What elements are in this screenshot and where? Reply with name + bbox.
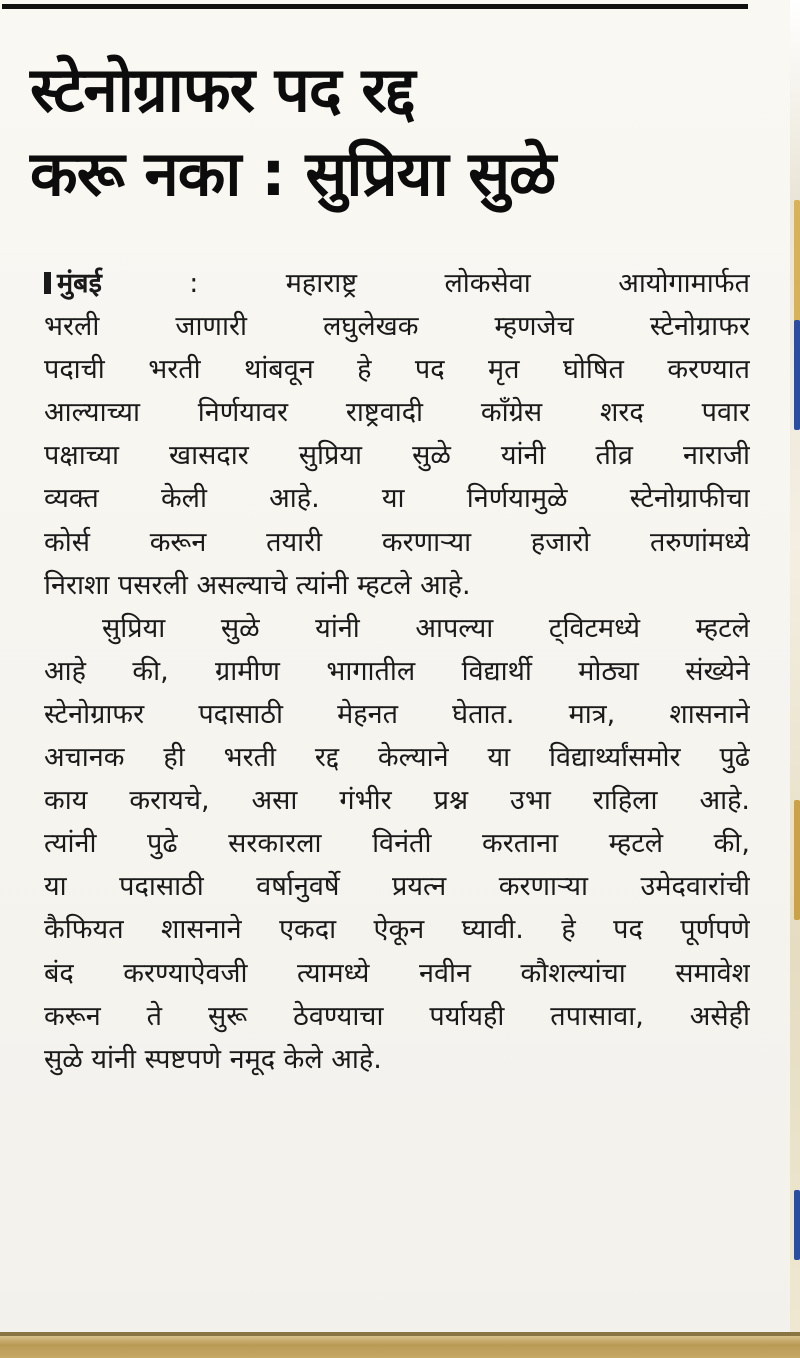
dateline-line	[44, 262, 750, 305]
paragraph-line: काय करायचे, असा गंभीर प्रश्न उभा राहिला आहे.	[44, 785, 750, 817]
paragraph-line: आल्याच्या निर्णयावर राष्ट्रवादी काँग्रेस शरद पवार	[44, 397, 750, 429]
dateline-separator: :	[189, 268, 199, 299]
paragraph-line: अचानक ही भरती रद्द केल्याने या विद्यार्थ्यांसमोर पुढे	[44, 742, 750, 774]
right-edge-mark-blue	[794, 320, 800, 430]
headline-line-1: स्टेनोग्राफर पद रद्द	[30, 53, 415, 126]
top-rule	[2, 4, 748, 9]
article-body	[44, 262, 750, 1081]
paragraph-line: कोर्स करून तयारी करणाऱ्या हजारो तरुणांमध्ये	[44, 526, 750, 558]
paragraph-line: स्टेनोग्राफर पदासाठी मेहनत घेतात. मात्र, शासनाने	[44, 698, 750, 730]
bottom-edge-band	[0, 1336, 800, 1358]
headline-line-2: करू नका : सुप्रिया सुळे	[30, 137, 556, 210]
dateline-place: मुंबई	[57, 268, 102, 299]
paragraph-line: या पदासाठी वर्षानुवर्षे प्रयत्न करणाऱ्या उमेदवारांची	[44, 871, 750, 903]
paragraph-line: सुप्रिया सुळे यांनी आपल्या ट्विटमध्ये म्हटले	[102, 612, 750, 644]
headline	[30, 48, 750, 216]
paragraph-line: महाराष्ट्र लोकसेवा आयोगामार्फत	[285, 268, 750, 299]
paragraph-line: करून ते सुरू ठेवण्याचा पर्यायही तपासावा, असेही	[44, 1000, 750, 1032]
paragraph-line: आहे की, ग्रामीण भागातील विद्यार्थी मोठ्या संख्येने	[44, 655, 750, 687]
right-edge-mark-gold	[794, 800, 800, 920]
paragraph-line: निराशा पसरली असल्याचे त्यांनी म्हटले आहे.	[44, 569, 471, 601]
paragraph-line: भरली जाणारी लघुलेखक म्हणजेच स्टेनोग्राफर	[44, 311, 750, 343]
paragraph-line: त्यांनी पुढे सरकारला विनंती करताना म्हटले की,	[44, 828, 750, 860]
paragraph-line: व्यक्त केली आहे. या निर्णयामुळे स्टेनोग्राफीचा	[44, 483, 750, 515]
paragraph-line: पक्षाच्या खासदार सुप्रिया सुळे यांनी तीव्र नाराजी	[44, 440, 750, 472]
paragraph-line: सुळे यांनी स्पष्टपणे नमूद केले आहे.	[44, 1043, 382, 1075]
paragraph-line: बंद करण्याऐवजी त्यामध्ये नवीन कौशल्यांचा समावेश	[44, 957, 750, 989]
paragraph-line: पदाची भरती थांबवून हे पद मृत घोषित करण्यात	[44, 354, 750, 386]
paragraph-line: कैफियत शासनाने एकदा ऐकून घ्यावी. हे पद पूर्णपणे	[44, 914, 750, 946]
right-edge-mark-blue	[794, 1190, 800, 1260]
dateline-marker	[44, 272, 51, 294]
right-edge-mark-gold	[794, 200, 800, 330]
